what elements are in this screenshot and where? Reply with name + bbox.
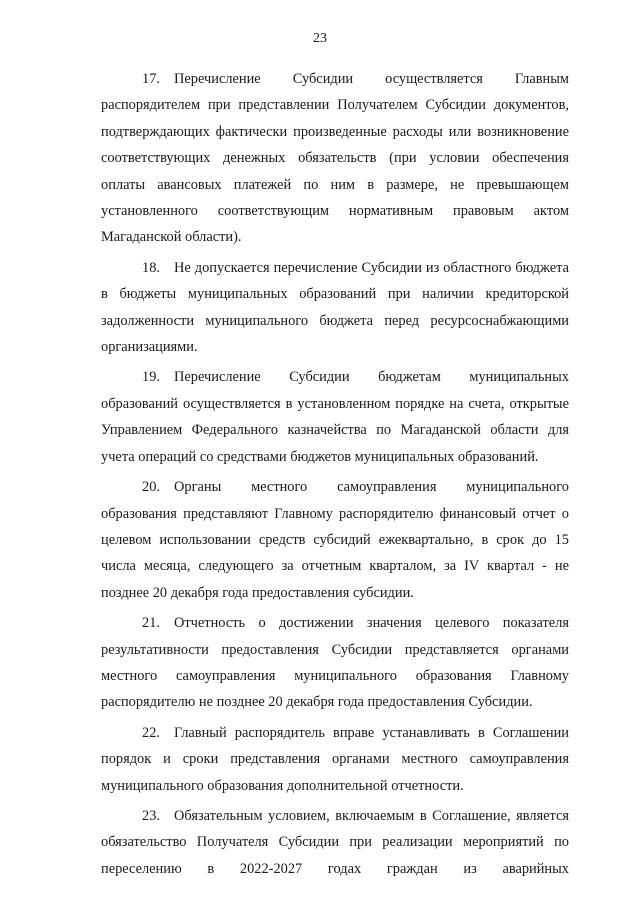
paragraph-text: Отчетность о достижении значения целевого показателя результативности предоставления Субсидии представляется органами местного самоуправления муниципального образования Главному распорядителю не позднее 20 декабря года предоставления Субсидии.	[101, 615, 569, 711]
paragraph-19	[101, 364, 569, 470]
paragraph-21	[101, 610, 569, 716]
paragraph-number: 19.	[142, 369, 160, 386]
document-body	[101, 66, 569, 886]
paragraph-20	[101, 474, 569, 606]
paragraph-18	[101, 255, 569, 361]
paragraph-22	[101, 720, 569, 799]
paragraph-text: Перечисление Субсидии осуществляется Главным распорядителем при представлении Получателем Субсидии документов, подтверждающих фактически произведенные расходы или возникновение соответствующих денежных обязательств (при условии обеспечения оплаты авансовых платежей по ним в размере, не превышающем установленного соответствующим нормативным правовым актом Магаданской области).	[101, 71, 569, 246]
paragraph-number: 22.	[142, 724, 160, 741]
paragraph-text: Не допускается перечисление Субсидии из областного бюджета в бюджеты муниципальных образований при наличии кредиторской задолженности муниципального бюджета перед ресурсоснабжающими организациями.	[101, 259, 569, 356]
paragraph-text: Главный распорядитель вправе устанавливать в Соглашении порядок и сроки представления органами местного самоуправления муниципального образования дополнительной отчетности.	[101, 724, 569, 794]
paragraph-text: Органы местного самоуправления муниципального образования представляют Главному распорядителю финансовый отчет о целевом использовании средств субсидий ежеквартально, в срок до 15 числа месяца, следующего за отчетным кварталом, за IV квартал - не позднее 20 декабря года предоставления субсидии.	[101, 479, 569, 601]
paragraph-number: 17.	[142, 71, 160, 87]
paragraph-number: 21.	[142, 615, 160, 632]
page-number: 23	[313, 31, 327, 46]
paragraph-17	[101, 66, 569, 251]
paragraph-number: 18.	[142, 259, 160, 276]
paragraph-number: 23.	[142, 807, 160, 824]
paragraph-text: Перечисление Субсидии бюджетам муниципальных образований осуществляется в установленном порядке на счета, открытые Управлением Федерального казначейства по Магаданской области для учета операций со средствами бюджетов муниципальных образований.	[101, 369, 569, 465]
paragraph-number: 20.	[142, 479, 160, 496]
paragraph-text: Обязательным условием, включаемым в Соглашение, является обязательство Получателя Субсидии при реализации мероприятий по переселению в 2022-2027 годах граждан из аварийных	[101, 807, 569, 877]
paragraph-23	[101, 803, 569, 882]
